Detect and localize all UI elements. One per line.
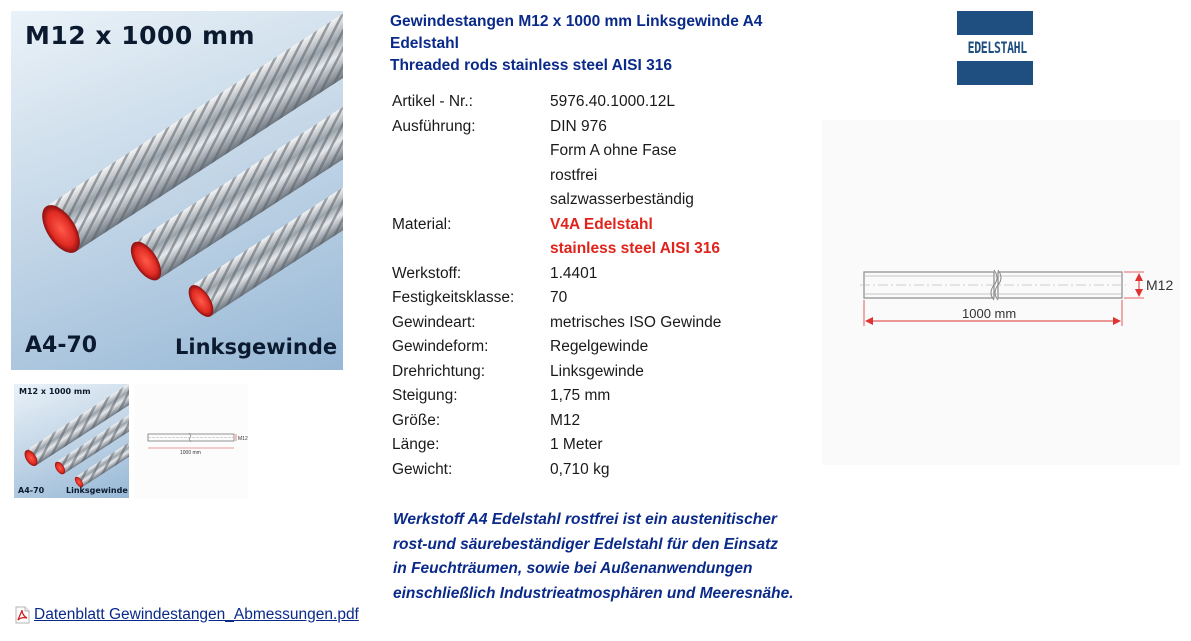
spec-label: Gewicht: bbox=[392, 460, 453, 478]
technical-drawing[interactable] bbox=[822, 120, 1180, 465]
thumbnail-size-label: M12 x 1000 mm bbox=[19, 387, 91, 396]
spec-row bbox=[392, 311, 721, 336]
spec-label: Gewindeart: bbox=[392, 313, 476, 331]
spec-row bbox=[392, 458, 721, 483]
spec-row bbox=[392, 90, 721, 115]
grade-label: A4-70 bbox=[25, 333, 98, 358]
thumbnail-dim-label: M12 bbox=[238, 436, 248, 442]
spec-label: Gewindeform: bbox=[392, 338, 489, 356]
spec-label: Artikel - Nr.: bbox=[392, 93, 473, 111]
spec-value: metrisches ISO Gewinde bbox=[550, 313, 722, 331]
product-image[interactable] bbox=[11, 11, 343, 370]
rod-dimension-drawing bbox=[822, 120, 1180, 465]
spec-row bbox=[392, 139, 721, 164]
spec-label: Material: bbox=[392, 215, 452, 233]
spec-value: 0,710 kg bbox=[550, 460, 610, 478]
spec-value: DIN 976 bbox=[550, 117, 607, 135]
thumbnail-grade-label: A4-70 bbox=[18, 486, 45, 495]
description-line: rost-und säurebeständiger Edelstahl für den Einsatz bbox=[393, 535, 778, 553]
spec-value: Linksgewinde bbox=[550, 362, 644, 380]
spec-value: Form A ohne Fase bbox=[550, 142, 677, 160]
spec-value: 1 Meter bbox=[550, 436, 603, 454]
pdf-icon bbox=[14, 606, 31, 624]
spec-table bbox=[392, 90, 721, 482]
spec-row bbox=[392, 237, 721, 262]
datasheet-download[interactable] bbox=[14, 606, 359, 624]
spec-row bbox=[392, 384, 721, 409]
title-line-2: Edelstahl bbox=[390, 35, 459, 52]
description-line: einschließlich Industrieatmosphären und Meeresnähe. bbox=[393, 584, 794, 602]
spec-value: 1.4401 bbox=[550, 264, 598, 282]
description-line: in Feuchträumen, sowie bei Außenanwendungen bbox=[393, 560, 753, 577]
thumbnail-length-label: 1000 mm bbox=[180, 450, 201, 456]
spec-row bbox=[392, 335, 721, 360]
spec-row bbox=[392, 188, 721, 213]
material-value: V4A Edelstahl bbox=[550, 215, 653, 233]
length-label: 1000 mm bbox=[962, 306, 1017, 321]
spec-label: Länge: bbox=[392, 436, 440, 454]
spec-value: 5976.40.1000.12L bbox=[550, 93, 675, 111]
spec-label: Ausführung: bbox=[392, 117, 476, 135]
datasheet-link[interactable]: Datenblatt Gewindestangen_Abmessungen.pdf bbox=[34, 606, 359, 623]
spec-value: 1,75 mm bbox=[550, 387, 611, 405]
product-title bbox=[390, 11, 810, 77]
spec-value: rostfrei bbox=[550, 166, 598, 184]
diameter-label: M12 bbox=[1146, 277, 1174, 293]
spec-value: 70 bbox=[550, 289, 568, 307]
thumbnail-thread-label: Linksgewinde bbox=[66, 486, 128, 495]
thumbnail-photo[interactable] bbox=[14, 384, 129, 498]
spec-label: Steigung: bbox=[392, 387, 458, 405]
spec-label: Festigkeitsklasse: bbox=[392, 289, 515, 307]
spec-row bbox=[392, 433, 721, 458]
logo-text: EDELSTAHL bbox=[967, 38, 1027, 57]
spec-row bbox=[392, 115, 721, 140]
spec-row bbox=[392, 286, 721, 311]
threaded-rods-illustration bbox=[11, 11, 343, 370]
spec-row bbox=[392, 409, 721, 434]
rod-drawing-thumbnail bbox=[134, 384, 248, 498]
title-line-3: Threaded rods stainless steel AISI 316 bbox=[390, 57, 672, 74]
size-label: M12 x 1000 mm bbox=[25, 21, 256, 50]
spec-label: Größe: bbox=[392, 411, 441, 429]
spec-row bbox=[392, 262, 721, 287]
spec-label: Drehrichtung: bbox=[392, 362, 486, 380]
title-line-1: Gewindestangen M12 x 1000 mm Linksgewinde A4 bbox=[390, 13, 763, 30]
thumbnail-drawing[interactable] bbox=[134, 384, 248, 498]
threaded-rods-thumbnail bbox=[14, 384, 129, 498]
spec-value: M12 bbox=[550, 411, 581, 429]
spec-value: salzwasserbeständig bbox=[550, 191, 694, 209]
material-description bbox=[393, 508, 853, 606]
spec-row bbox=[392, 360, 721, 385]
spec-value: Regelgewinde bbox=[550, 338, 649, 356]
edelstahl-logo bbox=[957, 11, 1033, 85]
spec-label: Werkstoff: bbox=[392, 264, 462, 282]
spec-row bbox=[392, 164, 721, 189]
description-line: Werkstoff A4 Edelstahl rostfrei ist ein austenitischer bbox=[393, 511, 777, 528]
spec-row bbox=[392, 213, 721, 238]
material-value: stainless steel AISI 316 bbox=[550, 240, 721, 258]
thread-direction-label: Linksgewinde bbox=[175, 335, 338, 359]
